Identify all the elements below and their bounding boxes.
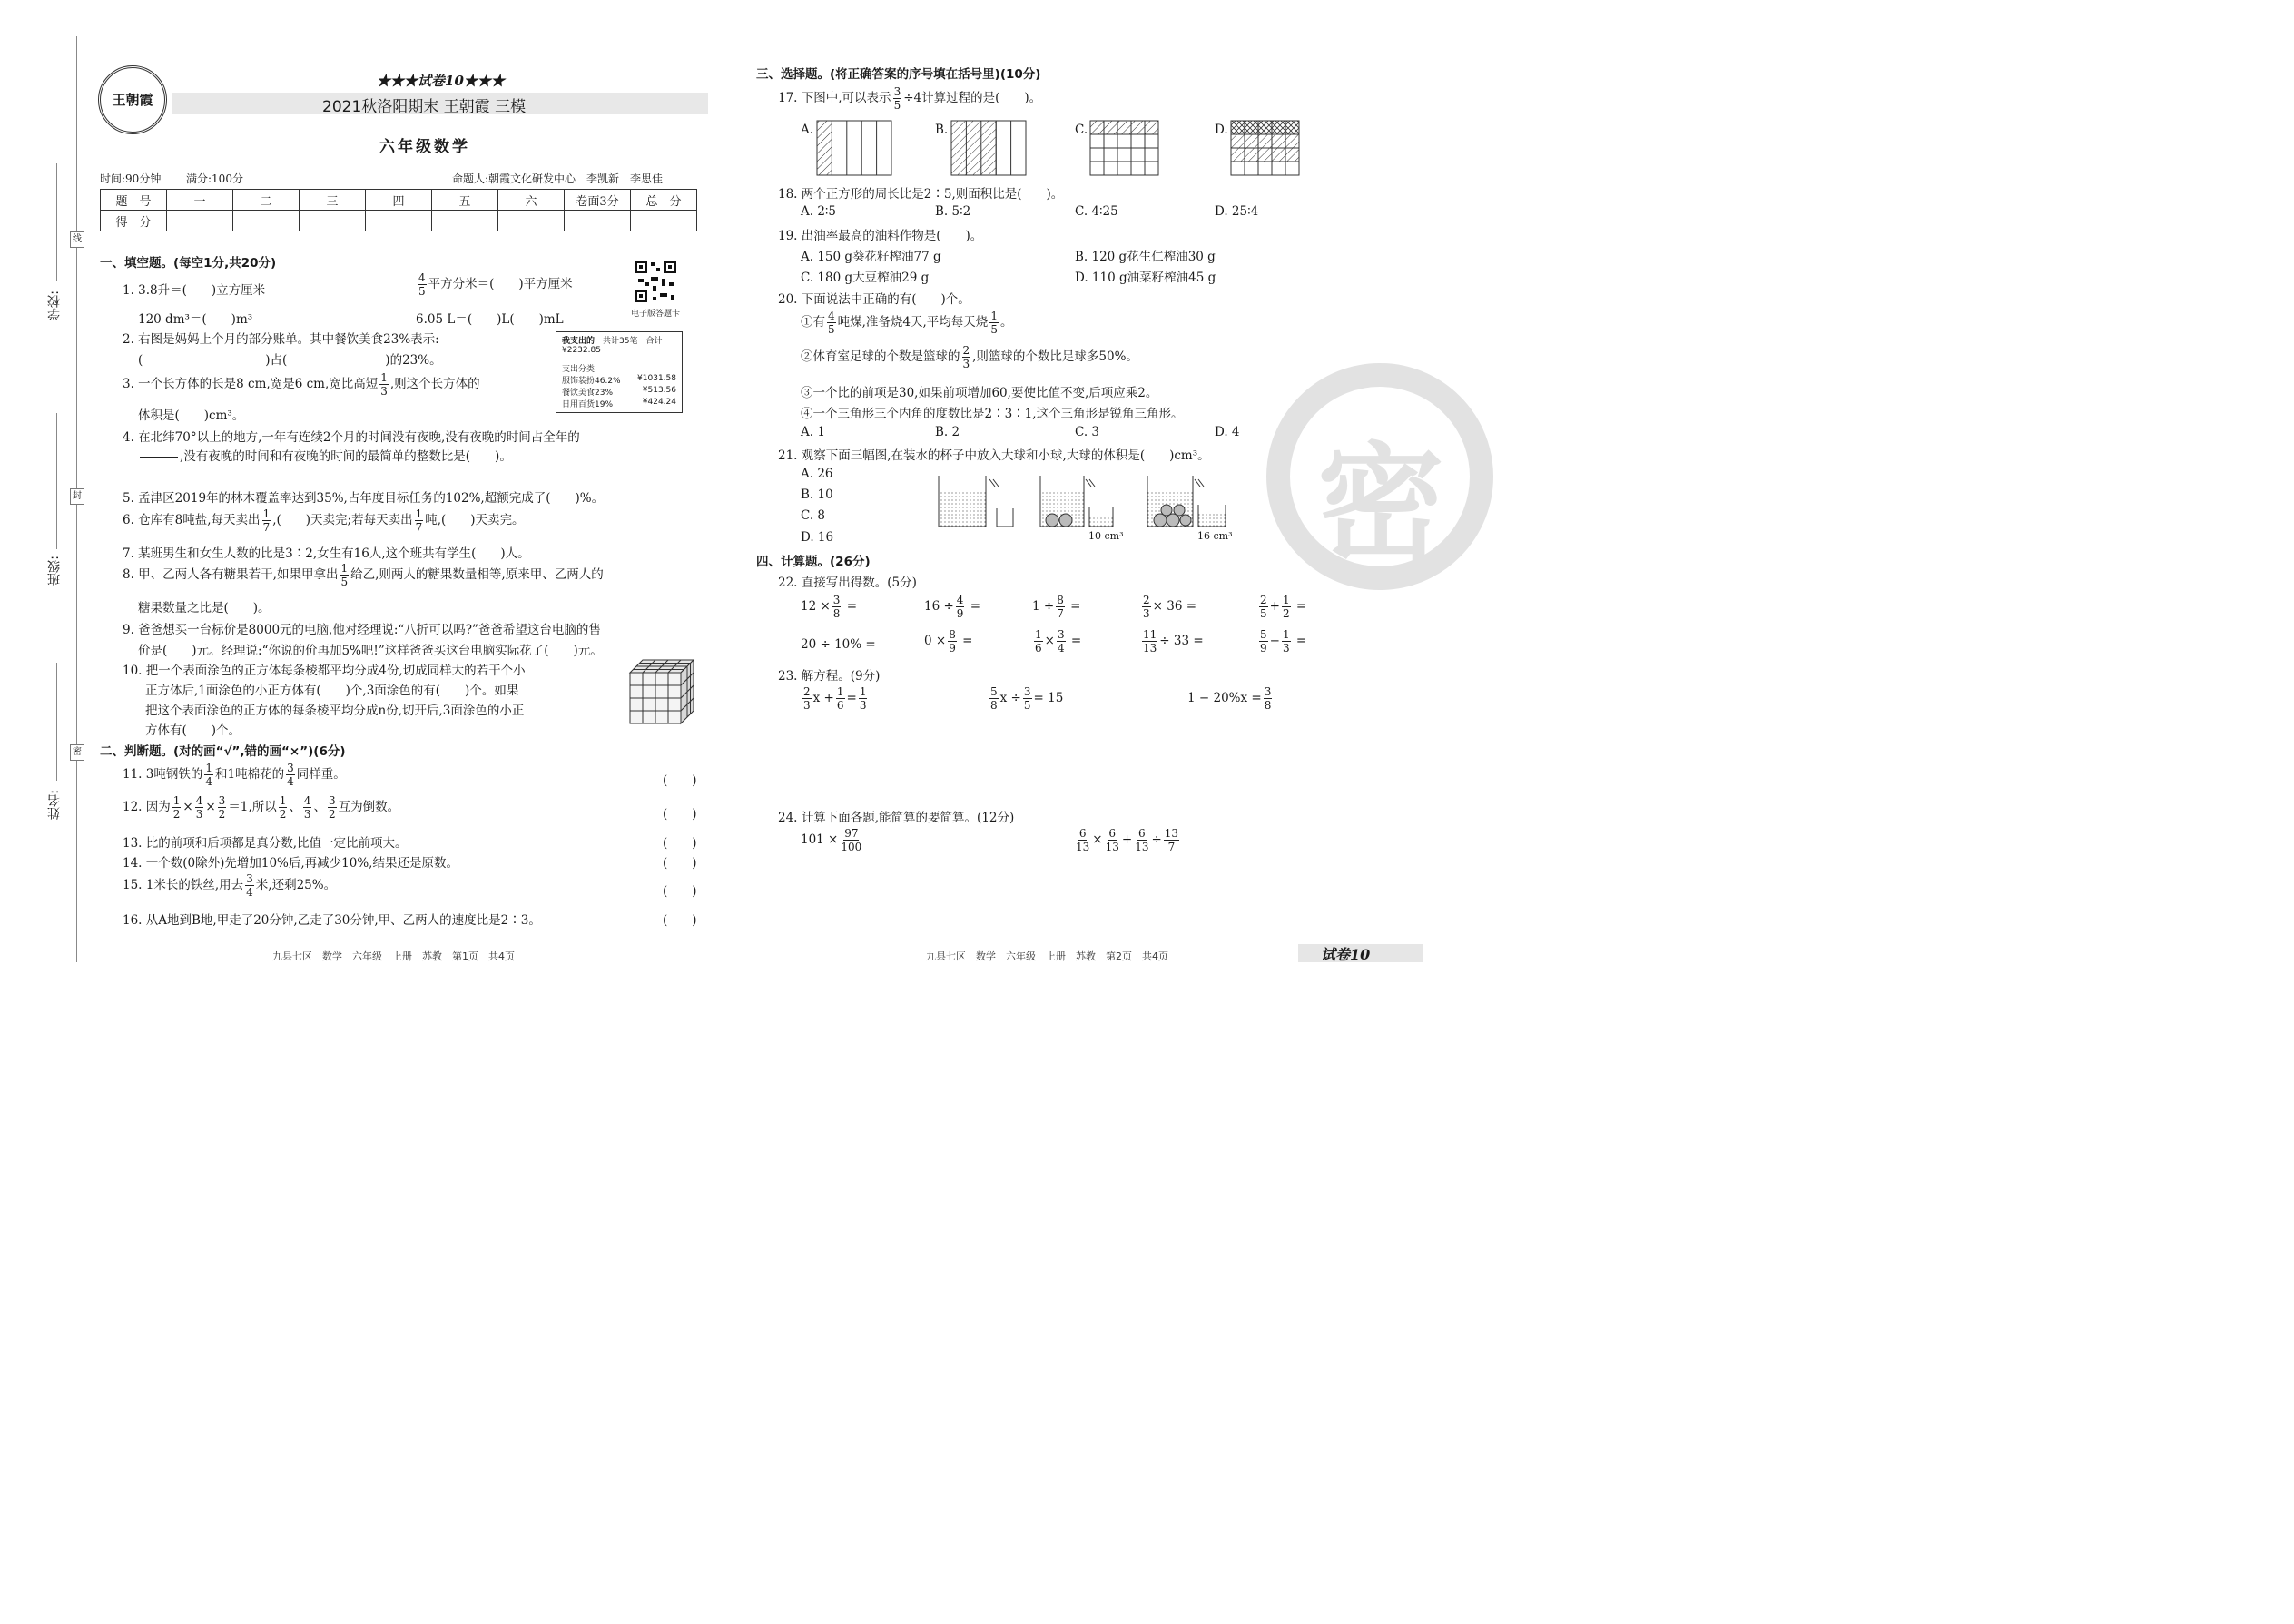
bill-total-label: 合计 bbox=[645, 337, 663, 346]
watermark-stamp bbox=[1266, 363, 1493, 590]
score-input-cell[interactable] bbox=[233, 211, 300, 231]
score-input-cell[interactable] bbox=[631, 211, 697, 231]
fraction: $\frac{1}{4}$ bbox=[205, 762, 212, 788]
fraction: $\frac{2}{3}$ bbox=[803, 685, 811, 712]
exam-score: 满分:100分 bbox=[186, 172, 243, 185]
q18-option-a[interactable]: A. 2∶5 bbox=[801, 204, 837, 219]
seal-mark-xian: 线 bbox=[70, 231, 84, 248]
q20-statement-2 bbox=[801, 345, 1138, 369]
fraction: $\frac{1}{2}$ bbox=[1282, 594, 1290, 620]
cube-figure bbox=[628, 658, 697, 731]
q11-answer-paren[interactable]: ( ) bbox=[663, 773, 697, 788]
q20-option-c[interactable]: C. 3 bbox=[1075, 425, 1100, 439]
fraction: $\frac{1}{7}$ bbox=[262, 507, 271, 534]
footer-left: 九县七区 数学 六年级 上册 苏教 第1页 共4页 bbox=[272, 950, 515, 962]
q11 bbox=[123, 763, 346, 787]
calc-3: 1 ÷ $\frac{8}{7}$ = bbox=[1032, 594, 1081, 620]
exam-time: 时间:90分钟 bbox=[100, 172, 162, 185]
fraction: $\frac{4}{5}$ bbox=[418, 271, 426, 298]
fraction: $\frac{6}{13}$ bbox=[1135, 827, 1149, 853]
q10-line-4: 方体有( )个。 bbox=[145, 723, 241, 738]
q4-line-1: 4. 在北纬70°以上的地方,一年有连续2个月的时间没有夜晚,没有夜晚的时间占全年的 bbox=[123, 430, 580, 445]
calc-1-text: 12 × bbox=[801, 599, 831, 614]
score-input-cell[interactable] bbox=[432, 211, 498, 231]
school-label: 学校: bbox=[47, 290, 62, 320]
equation-2-text-b: = 15 bbox=[1033, 691, 1064, 705]
q18-option-b[interactable]: B. 5∶2 bbox=[935, 204, 971, 219]
score-input-cell[interactable] bbox=[498, 211, 565, 231]
cube-graphic bbox=[628, 658, 697, 727]
fraction-blank[interactable] bbox=[140, 445, 178, 469]
q20-option-d[interactable]: D. 4 bbox=[1215, 425, 1240, 439]
q19: 19. 出油率最高的油料作物是( )。 bbox=[778, 229, 983, 243]
q6 bbox=[123, 508, 525, 533]
q17-text-a: 17. 下图中,可以表示 bbox=[778, 91, 891, 105]
q18-option-d[interactable]: D. 25∶4 bbox=[1215, 204, 1259, 219]
fraction: $\frac{1}{3}$ bbox=[1282, 628, 1290, 655]
class-blank bbox=[56, 413, 57, 549]
q21-option-d[interactable]: D. 16 bbox=[801, 530, 834, 545]
q18: 18. 两个正方形的周长比是2∶5,则面积比是( )。 bbox=[778, 187, 1064, 202]
score-input-cell[interactable] bbox=[300, 211, 366, 231]
q8-text-b: 给乙,则两人的糖果数量相等,原来甲、乙两人的 bbox=[350, 567, 604, 582]
bill-box bbox=[556, 331, 683, 413]
bill-row-value: ¥424.24 bbox=[642, 398, 676, 407]
expression-2: $\frac{6}{13}$ × $\frac{6}{13}$ + $\frac{6}{13}$ ÷ $\frac{13}{7}$ bbox=[1076, 827, 1179, 853]
q21-option-b[interactable]: B. 10 bbox=[801, 487, 833, 502]
q3-text-b: ,则这个长方体的 bbox=[389, 377, 480, 391]
bill-category-label: 支出分类 bbox=[562, 365, 596, 374]
q15-text-b: 米,还剩25%。 bbox=[255, 878, 337, 892]
q17-option-b-label[interactable]: B. bbox=[935, 123, 949, 137]
q9-line-1: 9. 爸爸想买一台标价是8000元的电脑,他对经理说:“八折可以吗?”爸爸希望这台电脑的售 bbox=[123, 623, 601, 637]
q3-line-1 bbox=[123, 372, 480, 397]
fraction: $\frac{4}{3}$ bbox=[303, 794, 311, 821]
q8-text-a: 8. 甲、乙两人各有糖果若干,如果甲拿出 bbox=[123, 567, 339, 582]
q15-answer-paren[interactable]: ( ) bbox=[663, 884, 697, 899]
q1-part-a: 1. 3.8升＝( )立方厘米 bbox=[123, 283, 266, 298]
q4-line-2 bbox=[138, 445, 512, 469]
q22: 22. 直接写出得数。(5分) bbox=[778, 576, 917, 590]
q12-text-a: 12. 因为 bbox=[123, 800, 171, 814]
fraction: $\frac{97}{100}$ bbox=[841, 827, 862, 853]
bill-count: 共计35笔 bbox=[603, 337, 638, 346]
calc-9 bbox=[1140, 629, 1204, 654]
equation-3 bbox=[1187, 686, 1274, 711]
q18-option-c[interactable]: C. 4∶25 bbox=[1075, 204, 1118, 219]
qr-code[interactable] bbox=[633, 259, 678, 304]
fraction: $\frac{1}{6}$ bbox=[1035, 628, 1042, 655]
score-input-cell[interactable] bbox=[167, 211, 233, 231]
equation-1: $\frac{2}{3}$ x + $\frac{1}{6}$ = $\frac{1}{3}$ bbox=[803, 685, 867, 712]
score-table-cell: 六 bbox=[498, 190, 565, 211]
calc-7: 0 × $\frac{8}{9}$ = bbox=[924, 628, 973, 655]
q20-statement-4: ④一个三角形三个内角的度数比是2∶3∶1,这个三角形是锐角三角形。 bbox=[801, 407, 1184, 421]
calc-9-text: ÷ 33 = bbox=[1159, 634, 1204, 648]
q2-line-1: 2. 右图是妈妈上个月的部分账单。其中餐饮美食23%表示: bbox=[123, 332, 439, 347]
score-table-cell: 题 号 bbox=[101, 190, 167, 211]
fraction: $\frac{1}{5}$ bbox=[340, 562, 349, 588]
s2-text-b: ,则篮球的个数比足球多50%。 bbox=[972, 349, 1138, 364]
exam-authors: 命题人:朝霞文化研发中心 李凯新 李思佳 bbox=[452, 172, 664, 185]
score-table-score-row bbox=[101, 211, 697, 231]
name-label: 姓名: bbox=[47, 790, 62, 820]
fraction: $\frac{2}{3}$ bbox=[1143, 594, 1150, 620]
cup-2 bbox=[1040, 476, 1113, 527]
calc-7-text: 0 × bbox=[924, 634, 947, 648]
calc-3-text: 1 ÷ bbox=[1032, 599, 1055, 614]
q4-text: ,没有夜晚的时间和有夜晚的时间的最简单的整数比是( )。 bbox=[180, 449, 512, 464]
q21-option-c[interactable]: C. 8 bbox=[801, 508, 826, 523]
equation-2 bbox=[988, 686, 1063, 711]
section-4-title: 四、计算题。(26分) bbox=[756, 555, 871, 569]
footer-right: 九县七区 数学 六年级 上册 苏教 第2页 共4页 bbox=[926, 950, 1168, 962]
q20-option-a[interactable]: A. 1 bbox=[801, 425, 825, 439]
expression-1-text: 101 × bbox=[801, 832, 839, 847]
qr-code-graphic bbox=[633, 259, 678, 304]
score-table-cell: 三 bbox=[300, 190, 366, 211]
cup-3 bbox=[1147, 476, 1226, 527]
q24: 24. 计算下面各题,能简算的要简算。(12分) bbox=[778, 811, 1015, 825]
fraction: $\frac{11}{13}$ bbox=[1143, 628, 1157, 655]
fraction: $\frac{2}{3}$ bbox=[962, 344, 970, 370]
cup-3-label: 16 cm³ bbox=[1197, 530, 1233, 542]
bill-row-value: ¥1031.58 bbox=[637, 374, 676, 383]
q1-part-c: 120 dm³＝( )m³ bbox=[138, 312, 253, 327]
fraction: $\frac{1}{2}$ bbox=[279, 794, 287, 821]
bill-row bbox=[562, 386, 676, 398]
score-table-cell: 一 bbox=[167, 190, 233, 211]
score-table-cell: 五 bbox=[432, 190, 498, 211]
q17-figure-b bbox=[951, 121, 1026, 175]
fraction: $\frac{3}{4}$ bbox=[246, 872, 253, 899]
q16-answer-paren[interactable]: ( ) bbox=[663, 913, 697, 928]
bill-row-name: 餐饮美食23% bbox=[562, 389, 614, 398]
q12-text-b: ＝1,所以 bbox=[228, 800, 277, 814]
q17-figures bbox=[0, 0, 1423, 182]
calc-4 bbox=[1140, 595, 1196, 619]
bill-title: 我支出的 bbox=[562, 337, 596, 346]
fraction: $\frac{3}{4}$ bbox=[1057, 628, 1065, 655]
fraction: $\frac{3}{5}$ bbox=[893, 85, 901, 112]
footer-tag: 试卷10 bbox=[1321, 946, 1371, 963]
bill-row bbox=[562, 374, 676, 386]
q19-option-d[interactable]: D. 110 g油菜籽榨油45 g bbox=[1075, 271, 1216, 285]
q10-line-2: 正方体后,1面涂色的小正方体有( )个,3面涂色的有( )个。如果 bbox=[145, 684, 519, 698]
equation-2-text: x ÷ bbox=[999, 691, 1021, 705]
q16: 16. 从A地到B地,甲走了20分钟,乙走了30分钟,甲、乙两人的速度比是2∶3。 bbox=[123, 913, 541, 928]
fraction: $\frac{6}{13}$ bbox=[1105, 827, 1119, 853]
fraction: $\frac{5}{8}$ bbox=[990, 685, 998, 712]
fraction: $\frac{1}{6}$ bbox=[836, 685, 844, 712]
calc-10: $\frac{5}{9}$ − $\frac{1}{3}$ = bbox=[1260, 628, 1307, 655]
bill-header bbox=[562, 334, 676, 346]
q12: 12. 因为 $\frac{1}{2}$ × $\frac{4}{3}$ × $\frac{3}{2}$ ＝1,所以 $\frac{1}{2}$ 、 $\frac{4}{3}$ 、 $\frac{3}{2}$ 互为倒数。 bbox=[123, 794, 400, 821]
fraction: $\frac{1}{7}$ bbox=[415, 507, 423, 534]
q23: 23. 解方程。(9分) bbox=[778, 669, 881, 684]
calc-2: 16 ÷ $\frac{4}{9}$ = bbox=[924, 594, 981, 620]
q12-answer-paren[interactable]: ( ) bbox=[663, 807, 697, 822]
q3-text-a: 3. 一个长方体的长是8 cm,宽是6 cm,宽比高短 bbox=[123, 377, 379, 391]
s1-text-a: ①有 bbox=[801, 315, 825, 330]
bill-row-value: ¥513.56 bbox=[642, 386, 676, 395]
s1-text-c: 。 bbox=[999, 315, 1013, 330]
s2-text-a: ②体育室足球的个数是篮球的 bbox=[801, 349, 960, 364]
score-table-cell: 总 分 bbox=[631, 190, 697, 211]
q11-text-b: 和1吨棉花的 bbox=[215, 767, 285, 782]
equation-3-text: 1 − 20%x = bbox=[1187, 691, 1262, 705]
fraction: $\frac{6}{13}$ bbox=[1076, 827, 1090, 853]
q17-figure-d bbox=[1231, 121, 1299, 175]
q8-line-1 bbox=[123, 563, 604, 587]
q19-option-a[interactable]: A. 150 g葵花籽榨油77 g bbox=[801, 250, 941, 264]
calc-5: $\frac{2}{5}$ + $\frac{1}{2}$ = bbox=[1260, 594, 1307, 620]
score-table-cell: 四 bbox=[366, 190, 432, 211]
section-1-title: 一、填空题。(每空1分,共20分) bbox=[100, 256, 277, 271]
watermark-glyph: 密 bbox=[1317, 431, 1445, 579]
fraction: $\frac{3}{8}$ bbox=[832, 594, 841, 620]
q13: 13. 比的前项和后项都是真分数,比值一定比前项大。 bbox=[123, 836, 408, 851]
fraction: $\frac{4}{5}$ bbox=[828, 310, 835, 336]
q9-line-2: 价是( )元。经理说:“你说的价再加5%吧!”这样爸爸买这台电脑实际花了( )元。 bbox=[138, 644, 603, 658]
score-table-header-row bbox=[101, 190, 697, 211]
seal-mark-mi: 密 bbox=[70, 744, 84, 761]
name-blank bbox=[56, 663, 57, 781]
score-table-cell: 卷面3分 bbox=[565, 190, 631, 211]
fraction: $\frac{1}{5}$ bbox=[990, 310, 998, 336]
class-label: 班级: bbox=[47, 556, 62, 586]
q17-figure-c bbox=[1090, 121, 1158, 175]
score-input-cell[interactable] bbox=[565, 211, 631, 231]
fraction: $\frac{2}{5}$ bbox=[1260, 594, 1267, 620]
fraction: $\frac{1}{2}$ bbox=[172, 794, 181, 821]
q20-option-b[interactable]: B. 2 bbox=[935, 425, 960, 439]
bill-total: ¥2232.85 bbox=[562, 346, 601, 355]
section-3-title: 三、选择题。(将正确答案的序号填在括号里)(10分) bbox=[756, 67, 1041, 82]
fraction: $\frac{1}{3}$ bbox=[859, 685, 867, 712]
q12-text-c: 互为倒数。 bbox=[338, 800, 400, 814]
q21-option-a[interactable]: A. 26 bbox=[801, 467, 833, 481]
q10-line-1: 10. 把一个表面涂色的正方体每条棱都平均分成4份,切成同样大的若干个小 bbox=[123, 664, 526, 678]
equation-1-text: x + bbox=[812, 691, 834, 705]
q17-text-b: ÷4计算过程的是( )。 bbox=[903, 91, 1042, 105]
fraction: $\frac{5}{9}$ bbox=[1260, 628, 1267, 655]
q14: 14. 一个数(0除外)先增加10%后,再减少10%,结果还是原数。 bbox=[123, 856, 458, 871]
q19-option-c[interactable]: C. 180 g大豆榨油29 g bbox=[801, 271, 930, 285]
cup-2-label: 10 cm³ bbox=[1088, 530, 1124, 542]
q3-line-2: 体积是( )cm³。 bbox=[138, 408, 245, 423]
s1-text-b: 吨煤,准备烧4天,平均每天烧 bbox=[837, 315, 989, 330]
q20-statement-3: ③一个比的前项是30,如果前项增加60,要使比值不变,后项应乘2。 bbox=[801, 386, 1158, 400]
fraction: $\frac{3}{2}$ bbox=[218, 794, 226, 821]
fraction: $\frac{3}{8}$ bbox=[1264, 685, 1272, 712]
q11-text-c: 同样重。 bbox=[296, 767, 346, 782]
exam-title: 2021秋洛阳期末 王朝霞 三模 bbox=[322, 98, 527, 116]
score-table-cell: 得 分 bbox=[101, 211, 167, 231]
section-2-title: 二、判断题。(对的画“√”,错的画“×”)(6分) bbox=[100, 744, 346, 759]
q17-figure-a bbox=[817, 121, 891, 175]
fraction: $\frac{4}{3}$ bbox=[195, 794, 203, 821]
q13-answer-paren[interactable]: ( ) bbox=[663, 836, 697, 851]
calc-8: $\frac{1}{6}$ × $\frac{3}{4}$ = bbox=[1035, 628, 1082, 655]
q15-text-a: 15. 1米长的铁丝,用去 bbox=[123, 878, 244, 892]
q21-cups-figure bbox=[926, 470, 1244, 534]
q15 bbox=[123, 873, 336, 898]
qr-caption: 电子版答题卡 bbox=[631, 310, 681, 319]
logo-text: 王朝霞 bbox=[112, 92, 153, 108]
q1b-text: 平方分米＝( )平方厘米 bbox=[428, 277, 573, 291]
fraction: $\frac{8}{9}$ bbox=[949, 628, 956, 655]
q19-option-b[interactable]: B. 120 g花生仁榨油30 g bbox=[1075, 250, 1216, 264]
series-title: ★★★试卷10★★★ bbox=[377, 73, 505, 89]
bill-row-name: 日用百货19% bbox=[562, 400, 614, 409]
calc-6: 20 ÷ 10% = bbox=[801, 637, 876, 652]
cup-1 bbox=[939, 476, 1013, 527]
q8-line-2: 糖果数量之比是( )。 bbox=[138, 601, 271, 615]
q2-line-2: ( )占( )的23%。 bbox=[138, 353, 442, 368]
fraction: $\frac{3}{2}$ bbox=[328, 794, 336, 821]
q21: 21. 观察下面三幅图,在装水的杯子中放入大球和小球,大球的体积是( )cm³。 bbox=[778, 448, 1210, 463]
q20: 20. 下面说法中正确的有( )个。 bbox=[778, 292, 970, 307]
expression-1 bbox=[801, 828, 864, 852]
q7: 7. 某班男生和女生人数的比是3∶2,女生有16人,这个班共有学生( )人。 bbox=[123, 546, 530, 561]
q11-text-a: 11. 3吨钢铁的 bbox=[123, 767, 203, 782]
q17-option-c-label[interactable]: C. bbox=[1075, 123, 1088, 137]
seal-mark-feng: 封 bbox=[70, 488, 84, 505]
q20-statement-1 bbox=[801, 310, 1012, 335]
score-input-cell[interactable] bbox=[366, 211, 432, 231]
q1-part-b bbox=[416, 272, 573, 297]
bill-row bbox=[562, 398, 676, 409]
calc-2-text: 16 ÷ bbox=[924, 599, 954, 614]
bill-row-name: 服饰装扮46.2% bbox=[562, 377, 621, 386]
score-table bbox=[100, 189, 697, 231]
fraction: $\frac{4}{9}$ bbox=[956, 594, 964, 620]
score-table-cell: 二 bbox=[233, 190, 300, 211]
q17-option-a-label[interactable]: A. bbox=[801, 123, 814, 137]
calc-4-text: × 36 = bbox=[1152, 599, 1197, 614]
fraction: $\frac{1}{3}$ bbox=[380, 371, 388, 398]
q6-text-b: ,( )天卖完;若每天卖出 bbox=[272, 513, 413, 527]
fraction: $\frac{3}{4}$ bbox=[287, 762, 294, 788]
subject-title: 六年级数学 bbox=[379, 138, 470, 156]
fraction: $\frac{8}{7}$ bbox=[1057, 594, 1064, 620]
q17-option-d-label[interactable]: D. bbox=[1215, 123, 1228, 137]
q1-part-d: 6.05 L＝( )L( )mL bbox=[416, 312, 564, 327]
q6-text-c: 吨,( )天卖完。 bbox=[425, 513, 525, 527]
fraction: $\frac{13}{7}$ bbox=[1164, 827, 1179, 853]
calc-1: 12 × $\frac{3}{8}$ = bbox=[801, 594, 858, 620]
fraction: $\frac{3}{5}$ bbox=[1023, 685, 1031, 712]
q14-answer-paren[interactable]: ( ) bbox=[663, 856, 697, 871]
q6-text-a: 6. 仓库有8吨盐,每天卖出 bbox=[123, 513, 261, 527]
q10-line-3: 把这个表面涂色的正方体的每条棱平均分成n份,切开后,3面涂色的小正 bbox=[145, 704, 525, 718]
q5: 5. 孟津区2019年的林木覆盖率达到35%,占年度目标任务的102%,超额完成了( )%。 bbox=[123, 491, 605, 506]
